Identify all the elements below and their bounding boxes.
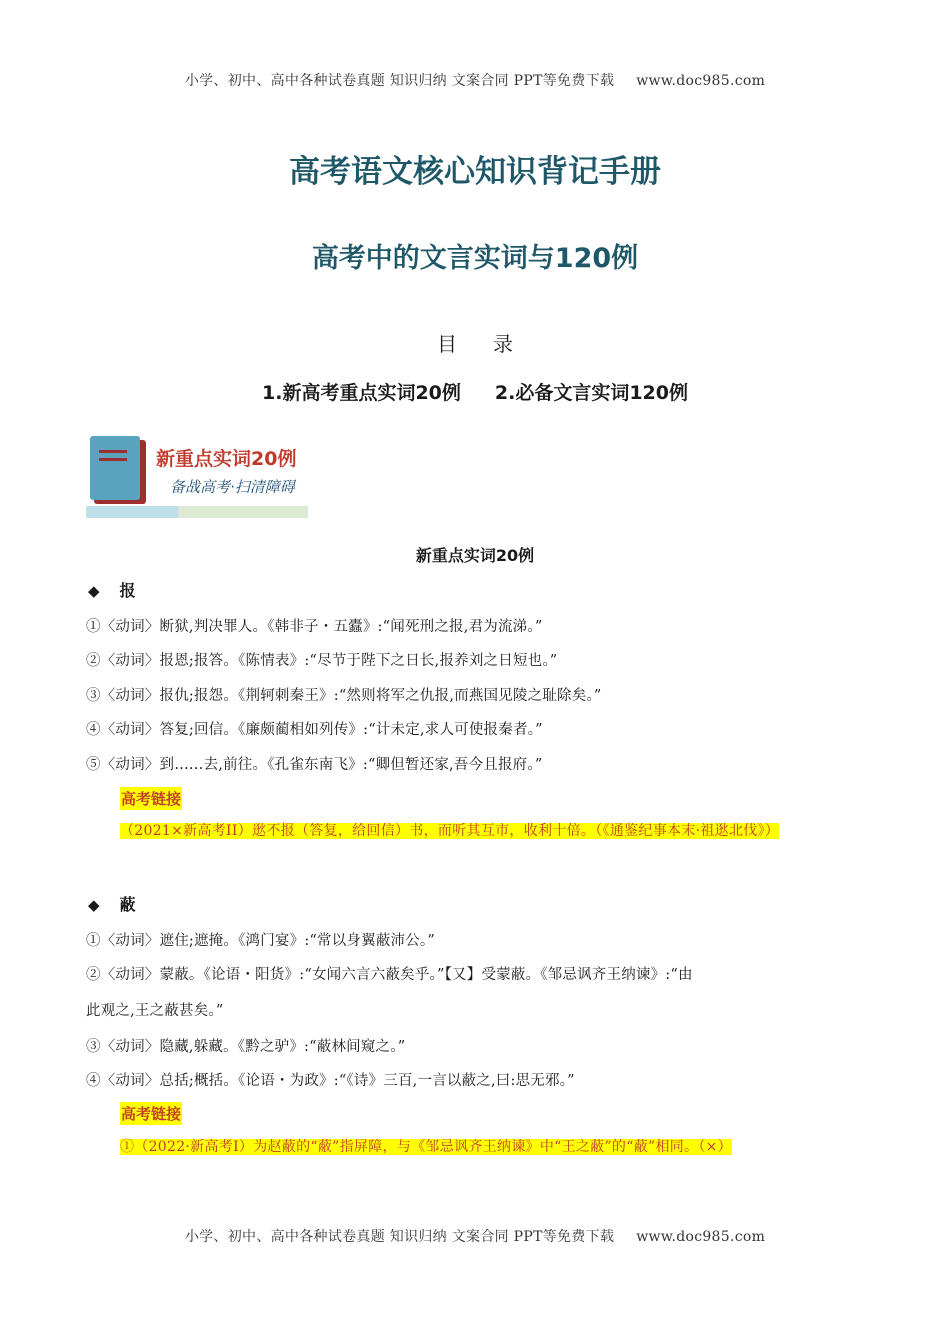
word-heading xyxy=(88,578,136,601)
definition-line: ③〈动词〉报仇;报怨。《荆轲刺秦王》:“然则将军之仇报,而燕国见陵之耻除矣。” xyxy=(86,688,602,704)
exam-link-highlight: ①（2022·新高考I）为赵蔽的“蔽”指屏障，与《邹忌讽齐王纳谏》中“王之蔽”的“蔽”相同。（×） xyxy=(120,1139,732,1155)
definition-line: ④〈动词〉答复;回信。《廉颇蔺相如列传》:“计未定,求人可使报秦者。” xyxy=(86,722,543,738)
doc-title: 高考语文核心知识背记手册 xyxy=(289,154,661,190)
toc-char-2: 录 xyxy=(493,332,513,356)
section-title: 新重点实词20例 xyxy=(415,546,535,565)
toc-item-2[interactable]: 2.必备文言实词120例 xyxy=(494,382,688,404)
word-heading xyxy=(88,892,136,915)
definition-line: 此观之,王之蔽甚矣。” xyxy=(86,1003,224,1019)
definition-line: ④〈动词〉总括;概括。《论语・为政》:“《诗》三百,一言以蔽之,曰:思无邪。” xyxy=(86,1073,575,1089)
footer-text: 小学、初中、高中各种试卷真题 知识归纳 文案合同 PPT等免费下载 xyxy=(184,1229,615,1245)
definition-line: ①〈动词〉遮住;遮掩。《鸿门宴》:“常以身翼蔽沛公。” xyxy=(86,933,435,949)
footer-url[interactable]: www.doc985.com xyxy=(636,1229,766,1245)
exam-link-label: 高考链接 xyxy=(120,1102,182,1125)
banner-subtitle: 备战高考·扫清障碍 xyxy=(170,478,295,496)
exam-link-highlight: （2021×新高考II）逖不报（答复，给回信）书，而听其互市，收利十倍。（《通鉴纪事本末·祖逖北伐》） xyxy=(120,823,780,839)
toc-items xyxy=(0,378,950,405)
toc-heading xyxy=(0,328,950,357)
word-text: 报 xyxy=(119,581,136,600)
definition-line: ①〈动词〉断狱,判决罪人。《韩非子・五蠹》:“闻死刑之报,君为流涕。” xyxy=(86,619,543,635)
banner-strip xyxy=(86,506,178,518)
banner-title: 新重点实词20例 xyxy=(156,448,297,470)
diamond-bullet-icon: ◆ xyxy=(88,896,100,914)
exam-link-text xyxy=(86,1130,866,1164)
page-footer xyxy=(0,1226,950,1246)
word-text: 蔽 xyxy=(119,895,136,914)
definition-line: ③〈动词〉隐藏,躲藏。《黔之驴》:“蔽林间窥之。” xyxy=(86,1039,406,1055)
book-icon xyxy=(90,436,140,500)
doc-subtitle: 高考中的文言实词与120例 xyxy=(311,243,639,274)
page-header xyxy=(0,70,950,90)
exam-link-text xyxy=(86,814,866,848)
exam-link-label: 高考链接 xyxy=(120,787,182,810)
definition-line: ⑤〈动词〉到……去,前往。《孔雀东南飞》:“卿但暂还家,吾今且报府。” xyxy=(86,757,543,773)
definition-line: ②〈动词〉蒙蔽。《论语・阳货》:“女闻六言六蔽矣乎。”【又】受蒙蔽。《邹忌讽齐王纳谏》:“由 xyxy=(86,967,693,983)
toc-char-1: 目 xyxy=(437,332,457,356)
section-banner xyxy=(86,436,310,520)
toc-item-1[interactable]: 1.新高考重点实词20例 xyxy=(262,382,461,404)
header-url[interactable]: www.doc985.com xyxy=(636,73,766,89)
header-text: 小学、初中、高中各种试卷真题 知识归纳 文案合同 PPT等免费下载 xyxy=(184,73,615,89)
definition-line: ②〈动词〉报恩;报答。《陈情表》:“尽节于陛下之日长,报养刘之日短也。” xyxy=(86,653,558,669)
diamond-bullet-icon: ◆ xyxy=(88,582,100,600)
banner-strip xyxy=(178,506,308,518)
